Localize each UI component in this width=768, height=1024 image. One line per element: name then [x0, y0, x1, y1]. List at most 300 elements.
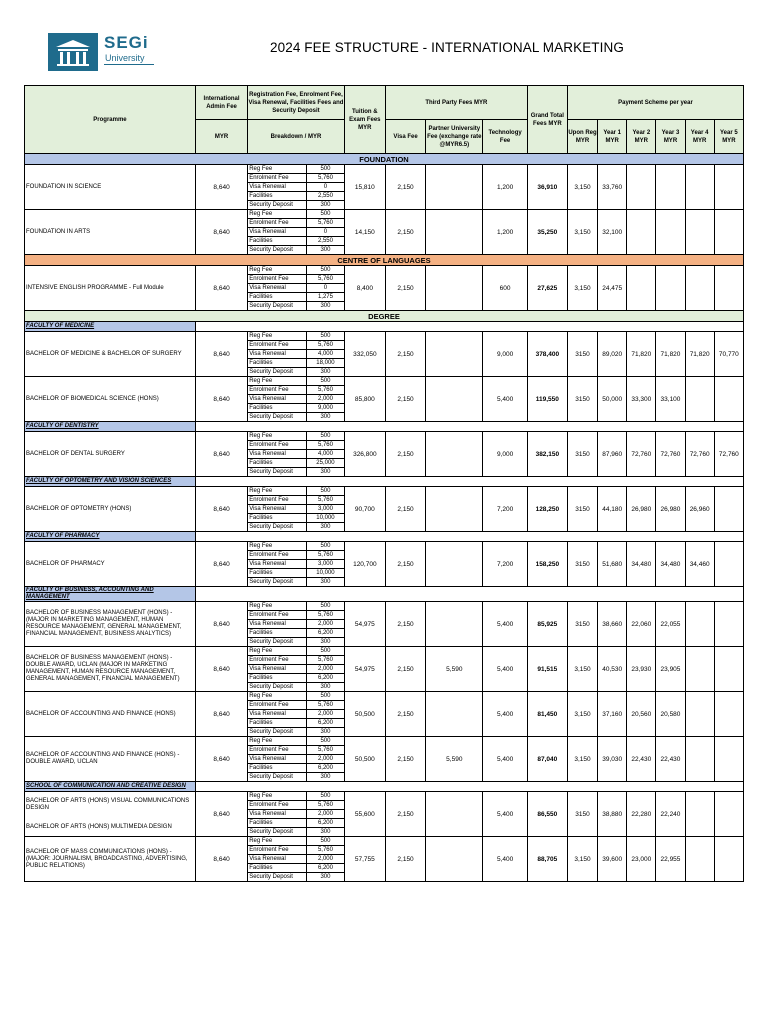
fee-breakdown-row — [248, 275, 344, 284]
header-partner-fee: Partner University Fee (exchange rate @MYR6.5) — [426, 120, 483, 154]
fee-value: 2,000 — [306, 710, 344, 719]
year3-cell: 72,760 — [656, 432, 685, 477]
fee-label: Visa Renewal — [248, 855, 306, 864]
year3-cell: 33,100 — [656, 377, 685, 422]
fee-value: 300 — [320, 774, 331, 780]
grand-total-cell: 382,150 — [527, 432, 567, 477]
visa-fee-cell: 2,150 — [385, 542, 425, 587]
fee-breakdown-row — [248, 413, 344, 422]
fee-label: Facilities — [248, 359, 306, 368]
fee-breakdown-table — [248, 737, 344, 781]
fee-value: 500 — [306, 647, 344, 656]
year3-cell: 22,055 — [656, 602, 685, 647]
fee-label: Visa Renewal — [248, 755, 306, 764]
fee-breakdown-table — [248, 542, 344, 586]
grand-total-cell: 85,925 — [527, 602, 567, 647]
partner-fee-cell — [426, 602, 483, 647]
fee-label: Enrolment Fee — [248, 746, 306, 755]
partner-fee-cell — [426, 377, 483, 422]
header-upon-reg: Upon Reg MYR — [567, 120, 597, 154]
fee-label: Visa Renewal — [248, 228, 306, 237]
fee-breakdown-row — [248, 665, 344, 674]
header-third-party: Third Party Fees MYR — [385, 86, 527, 120]
visa-fee-cell: 2,150 — [385, 602, 425, 647]
year2-cell: 22,060 — [627, 602, 656, 647]
fee-breakdown-row — [248, 487, 344, 496]
technology-fee-cell: 5,400 — [483, 692, 527, 737]
fee-value: 500 — [306, 602, 344, 611]
fee-breakdown-row — [248, 620, 344, 629]
admin-fee-cell: 8,640 — [195, 332, 247, 377]
fee-label: Reg Fee — [248, 332, 306, 341]
fee-breakdown-row — [248, 246, 344, 255]
upon-reg-cell: 3,150 — [567, 692, 597, 737]
fee-value: 500 — [306, 792, 344, 801]
fee-label: Visa Renewal — [248, 450, 306, 459]
faculty-row — [25, 322, 744, 332]
tuition-cell: 332,050 — [344, 332, 385, 377]
header-year2: Year 2 MYR — [627, 120, 656, 154]
fee-breakdown-row — [248, 837, 344, 846]
year4-cell: 26,960 — [685, 487, 714, 532]
fee-label: Reg Fee — [248, 602, 306, 611]
technology-fee-cell: 5,400 — [483, 377, 527, 422]
programme-title: BACHELOR OF MASS COMMUNICATIONS (HONS) - (MAJOR: JOURNALISM, BROADCASTING, ADVERTISING, PUBLIC RELATIONS) — [26, 848, 188, 869]
partner-fee-cell — [426, 210, 483, 255]
admin-fee-cell: 8,640 — [195, 792, 247, 837]
faculty-row — [25, 477, 744, 487]
fee-value: 5,760 — [306, 701, 344, 710]
fee-label: Reg Fee — [248, 487, 306, 496]
fee-label: Reg Fee — [248, 647, 306, 656]
programme-row — [25, 266, 744, 311]
fee-label: Facilities — [248, 629, 306, 638]
technology-fee-cell: 5,400 — [483, 837, 527, 882]
admin-fee-cell: 8,640 — [195, 487, 247, 532]
fee-label: Enrolment Fee — [248, 656, 306, 665]
fee-value: 300 — [320, 524, 331, 530]
fee-label: Enrolment Fee — [248, 174, 306, 183]
fee-label: Facilities — [248, 404, 306, 413]
grand-total-cell: 119,550 — [527, 377, 567, 422]
header-year5: Year 5 MYR — [714, 120, 743, 154]
tuition-cell: 15,810 — [344, 165, 385, 210]
fee-breakdown-table — [248, 837, 344, 881]
fee-value: 25,000 — [306, 459, 344, 468]
faculty-row-blank — [195, 477, 743, 487]
fee-breakdown-row — [248, 293, 344, 302]
fee-breakdown-row — [248, 284, 344, 293]
fee-breakdown-row — [248, 764, 344, 773]
fee-breakdown-row — [248, 523, 344, 532]
fee-value: 5,760 — [306, 746, 344, 755]
year1-cell: 51,680 — [598, 542, 627, 587]
header-year3: Year 3 MYR — [656, 120, 685, 154]
fee-value: 300 — [320, 729, 331, 735]
admin-fee-cell: 8,640 — [195, 210, 247, 255]
partner-fee-cell — [426, 837, 483, 882]
year3-cell: 22,955 — [656, 837, 685, 882]
year2-cell: 26,980 — [627, 487, 656, 532]
fee-label: Facilities — [248, 864, 306, 873]
fee-value: 0 — [306, 228, 344, 237]
programme-name — [25, 737, 196, 782]
faculty-row-blank — [195, 322, 743, 332]
grand-total-cell: 81,450 — [527, 692, 567, 737]
fee-table — [24, 85, 744, 882]
programme-title: BACHELOR OF OPTOMETRY (HONS) — [26, 505, 132, 512]
fee-label: Reg Fee — [248, 542, 306, 551]
year2-cell: 20,560 — [627, 692, 656, 737]
partner-fee-cell: 5,590 — [426, 647, 483, 692]
year1-cell: 50,000 — [598, 377, 627, 422]
fee-breakdown-row — [248, 302, 344, 311]
fee-breakdown-row — [248, 792, 344, 801]
visa-fee-cell: 2,150 — [385, 792, 425, 837]
fee-label: Visa Renewal — [248, 810, 306, 819]
visa-fee-cell: 2,150 — [385, 647, 425, 692]
year1-cell: 37,160 — [598, 692, 627, 737]
fee-breakdown-row — [248, 846, 344, 855]
tuition-cell: 326,800 — [344, 432, 385, 477]
fee-value: 300 — [320, 829, 331, 835]
year1-cell: 38,660 — [598, 602, 627, 647]
programme-title: FOUNDATION IN ARTS — [26, 228, 91, 235]
programme-name — [25, 647, 196, 692]
fee-value: 300 — [320, 202, 331, 208]
grand-total-cell: 36,910 — [527, 165, 567, 210]
partner-fee-cell — [426, 432, 483, 477]
programme-name — [25, 266, 196, 311]
fee-value: 4,000 — [306, 350, 344, 359]
tuition-cell: 55,600 — [344, 792, 385, 837]
fee-value: 18,000 — [306, 359, 344, 368]
fee-breakdown-table — [248, 432, 344, 476]
header-admin-unit: MYR — [195, 120, 247, 154]
year4-cell: 71,820 — [685, 332, 714, 377]
programme-title: BACHELOR OF DENTAL SURGERY — [26, 450, 125, 457]
year5-cell — [714, 210, 743, 255]
year4-cell — [685, 692, 714, 737]
fee-label: Security Deposit — [248, 368, 306, 377]
fee-value: 2,000 — [306, 855, 344, 864]
fee-label: Visa Renewal — [248, 560, 306, 569]
fee-label: Enrolment Fee — [248, 341, 306, 350]
logo-name: SEGi — [104, 33, 149, 52]
admin-fee-cell: 8,640 — [195, 737, 247, 782]
fee-value: 2,000 — [306, 665, 344, 674]
logo-subtitle: University — [105, 53, 145, 63]
faculty-label: FACULTY OF PHARMACY — [25, 532, 196, 542]
grand-total-cell: 87,040 — [527, 737, 567, 782]
visa-fee-cell: 2,150 — [385, 692, 425, 737]
programme-row — [25, 542, 744, 587]
year4-cell — [685, 377, 714, 422]
fee-value: 3,000 — [306, 505, 344, 514]
faculty-label: FACULTY OF DENTISTRY — [25, 422, 196, 432]
fee-label: Visa Renewal — [248, 395, 306, 404]
header-visa-fee: Visa Fee — [385, 120, 425, 154]
year2-cell: 22,430 — [627, 737, 656, 782]
upon-reg-cell: 3,150 — [567, 210, 597, 255]
fee-breakdown-row — [248, 728, 344, 737]
fee-breakdown-table — [248, 792, 344, 836]
fee-value: 300 — [320, 639, 331, 645]
fee-value: 6,200 — [306, 864, 344, 873]
fee-breakdown-row — [248, 514, 344, 523]
programme-title: BACHELOR OF BUSINESS MANAGEMENT (HONS) - (MAJOR IN MARKETING MANAGEMENT, HUMAN RESOURCE MANAGEMENT, GENERAL MANAGEMENT, FINANCIAL MANAGEMENT, BUSINESS ANALYTICS) — [26, 610, 182, 637]
technology-fee-cell: 5,400 — [483, 647, 527, 692]
technology-fee-cell: 7,200 — [483, 487, 527, 532]
fee-breakdown-row — [248, 710, 344, 719]
fee-breakdown-row — [248, 560, 344, 569]
fee-value: 6,200 — [306, 719, 344, 728]
grand-total-cell: 35,250 — [527, 210, 567, 255]
fee-breakdown-row — [248, 746, 344, 755]
fee-value: 500 — [306, 432, 344, 441]
year1-cell: 40,530 — [598, 647, 627, 692]
fee-value: 500 — [306, 332, 344, 341]
fee-label: Enrolment Fee — [248, 801, 306, 810]
fee-value: 4,000 — [306, 450, 344, 459]
programme-name — [25, 602, 196, 647]
fee-label: Facilities — [248, 674, 306, 683]
upon-reg-cell: 3,150 — [567, 837, 597, 882]
year2-cell: 23,930 — [627, 647, 656, 692]
admin-fee-cell: 8,640 — [195, 432, 247, 477]
tuition-cell: 57,755 — [344, 837, 385, 882]
fee-value: 5,760 — [306, 611, 344, 620]
section-band — [25, 311, 744, 322]
programme-row — [25, 737, 744, 782]
fee-value: 2,000 — [306, 810, 344, 819]
fee-label: Facilities — [248, 719, 306, 728]
programme-row — [25, 210, 744, 255]
programme-title: BACHELOR OF MEDICINE & BACHELOR OF SURGERY — [26, 350, 182, 357]
header-admin-fee: International Admin Fee — [195, 86, 247, 120]
fee-breakdown — [248, 266, 345, 311]
fee-value: 5,760 — [306, 386, 344, 395]
fee-breakdown-row — [248, 377, 344, 386]
programme-row — [25, 377, 744, 422]
fee-label: Visa Renewal — [248, 665, 306, 674]
year5-cell: 70,770 — [714, 332, 743, 377]
year3-cell: 22,240 — [656, 792, 685, 837]
fee-breakdown-row — [248, 701, 344, 710]
fee-value: 5,760 — [306, 656, 344, 665]
fee-label: Enrolment Fee — [248, 496, 306, 505]
year2-cell — [627, 165, 656, 210]
fee-breakdown-table — [248, 210, 344, 254]
tuition-cell: 50,500 — [344, 692, 385, 737]
fee-breakdown — [248, 647, 345, 692]
programme-row — [25, 792, 744, 837]
header-tuition: Tuition & Exam Fees MYR — [344, 86, 385, 154]
admin-fee-cell: 8,640 — [195, 837, 247, 882]
fee-breakdown-row — [248, 386, 344, 395]
programme-row — [25, 432, 744, 477]
fee-breakdown-row — [248, 441, 344, 450]
year4-cell — [685, 647, 714, 692]
fee-breakdown-row — [248, 210, 344, 219]
visa-fee-cell: 2,150 — [385, 210, 425, 255]
fee-breakdown-row — [248, 855, 344, 864]
visa-fee-cell: 2,150 — [385, 165, 425, 210]
tuition-cell: 54,975 — [344, 602, 385, 647]
header-grand-total: Grand Total Fees MYR — [527, 86, 567, 154]
year1-cell: 24,475 — [598, 266, 627, 311]
fee-value: 6,200 — [306, 819, 344, 828]
fee-label: Reg Fee — [248, 377, 306, 386]
programme-name — [25, 542, 196, 587]
upon-reg-cell: 3,150 — [567, 165, 597, 210]
year3-cell: 34,480 — [656, 542, 685, 587]
faculty-row-blank — [195, 422, 743, 432]
fee-label: Facilities — [248, 293, 306, 302]
fee-label: Enrolment Fee — [248, 551, 306, 560]
fee-breakdown-row — [248, 450, 344, 459]
fee-breakdown-table — [248, 377, 344, 421]
visa-fee-cell: 2,150 — [385, 487, 425, 532]
year1-cell: 38,880 — [598, 792, 627, 837]
fee-label: Facilities — [248, 237, 306, 246]
fee-value: 6,200 — [306, 674, 344, 683]
partner-fee-cell — [426, 266, 483, 311]
fee-label: Facilities — [248, 192, 306, 201]
fee-label: Enrolment Fee — [248, 219, 306, 228]
fee-label: Visa Renewal — [248, 350, 306, 359]
upon-reg-cell: 3150 — [567, 542, 597, 587]
partner-fee-cell — [426, 692, 483, 737]
fee-value: 0 — [306, 183, 344, 192]
fee-breakdown — [248, 210, 345, 255]
programme-title: INTENSIVE ENGLISH PROGRAMME - Full Module — [26, 284, 164, 291]
programme-name — [25, 165, 196, 210]
fee-value: 500 — [306, 165, 344, 174]
year5-cell — [714, 542, 743, 587]
programme-name — [25, 837, 196, 882]
tuition-cell: 54,975 — [344, 647, 385, 692]
fee-value: 5,760 — [306, 846, 344, 855]
fee-breakdown-row — [248, 683, 344, 692]
fee-breakdown-row — [248, 174, 344, 183]
fee-breakdown-row — [248, 192, 344, 201]
visa-fee-cell: 2,150 — [385, 266, 425, 311]
upon-reg-cell: 3,150 — [567, 266, 597, 311]
fee-label: Reg Fee — [248, 210, 306, 219]
fee-value: 300 — [320, 414, 331, 420]
fee-breakdown-row — [248, 496, 344, 505]
fee-label: Security Deposit — [248, 828, 306, 837]
fee-value: 5,760 — [306, 275, 344, 284]
fee-breakdown-row — [248, 468, 344, 477]
fee-label: Security Deposit — [248, 773, 306, 782]
fee-value: 0 — [306, 284, 344, 293]
fee-value: 1,275 — [306, 293, 344, 302]
header-programme: Programme — [25, 86, 196, 154]
fee-breakdown-row — [248, 350, 344, 359]
fee-breakdown-row — [248, 165, 344, 174]
programme-title: BACHELOR OF ACCOUNTING AND FINANCE (HONS) — [26, 710, 176, 717]
year1-cell: 33,760 — [598, 165, 627, 210]
fee-breakdown-row — [248, 629, 344, 638]
year4-cell — [685, 737, 714, 782]
fee-breakdown-row — [248, 801, 344, 810]
header-payment-scheme: Payment Scheme per year — [567, 86, 743, 120]
fee-value: 5,760 — [306, 496, 344, 505]
upon-reg-cell: 3150 — [567, 602, 597, 647]
faculty-label: FACULTY OF OPTOMETRY AND VISION SCIENCES — [25, 477, 196, 487]
year5-cell: 72,760 — [714, 432, 743, 477]
fee-breakdown-table — [248, 602, 344, 646]
fee-breakdown-table — [248, 332, 344, 376]
programme-title: FOUNDATION IN SCIENCE — [26, 183, 102, 190]
year3-cell: 20,580 — [656, 692, 685, 737]
fee-value: 6,200 — [306, 629, 344, 638]
fee-value: 5,760 — [306, 341, 344, 350]
grand-total-cell: 158,250 — [527, 542, 567, 587]
fee-breakdown-row — [248, 602, 344, 611]
fee-breakdown-row — [248, 368, 344, 377]
building-icon — [48, 33, 98, 71]
fee-breakdown-table — [248, 487, 344, 531]
fee-breakdown — [248, 837, 345, 882]
section-band — [25, 154, 744, 165]
section-band-label: CENTRE OF LANGUAGES — [25, 255, 744, 266]
fee-breakdown-row — [248, 638, 344, 647]
year5-cell — [714, 377, 743, 422]
fee-label: Security Deposit — [248, 413, 306, 422]
year3-cell: 22,430 — [656, 737, 685, 782]
grand-total-cell: 88,705 — [527, 837, 567, 882]
year5-cell — [714, 737, 743, 782]
year3-cell — [656, 165, 685, 210]
fee-breakdown-row — [248, 228, 344, 237]
programme-name — [25, 487, 196, 532]
fee-value: 300 — [320, 469, 331, 475]
upon-reg-cell: 3150 — [567, 377, 597, 422]
fee-breakdown-row — [248, 551, 344, 560]
fee-breakdown-row — [248, 341, 344, 350]
section-band-label: DEGREE — [25, 311, 744, 322]
upon-reg-cell: 3150 — [567, 487, 597, 532]
admin-fee-cell: 8,640 — [195, 165, 247, 210]
fee-breakdown-row — [248, 692, 344, 701]
programme-row — [25, 332, 744, 377]
fee-label: Security Deposit — [248, 302, 306, 311]
upon-reg-cell: 3150 — [567, 432, 597, 477]
fee-value: 300 — [320, 874, 331, 880]
faculty-row-blank — [195, 532, 743, 542]
segi-logo — [48, 33, 163, 73]
fee-breakdown-row — [248, 674, 344, 683]
fee-breakdown — [248, 602, 345, 647]
programme-title: BACHELOR OF PHARMACY — [26, 560, 105, 567]
programme-row — [25, 647, 744, 692]
fee-breakdown-row — [248, 266, 344, 275]
year2-cell: 33,300 — [627, 377, 656, 422]
fee-breakdown-row — [248, 578, 344, 587]
programme-name — [25, 210, 196, 255]
year2-cell — [627, 266, 656, 311]
header-year1: Year 1 MYR — [598, 120, 627, 154]
year3-cell — [656, 210, 685, 255]
year4-cell: 72,760 — [685, 432, 714, 477]
fee-breakdown — [248, 332, 345, 377]
fee-breakdown — [248, 487, 345, 532]
year4-cell — [685, 837, 714, 882]
fee-breakdown-table — [248, 692, 344, 736]
